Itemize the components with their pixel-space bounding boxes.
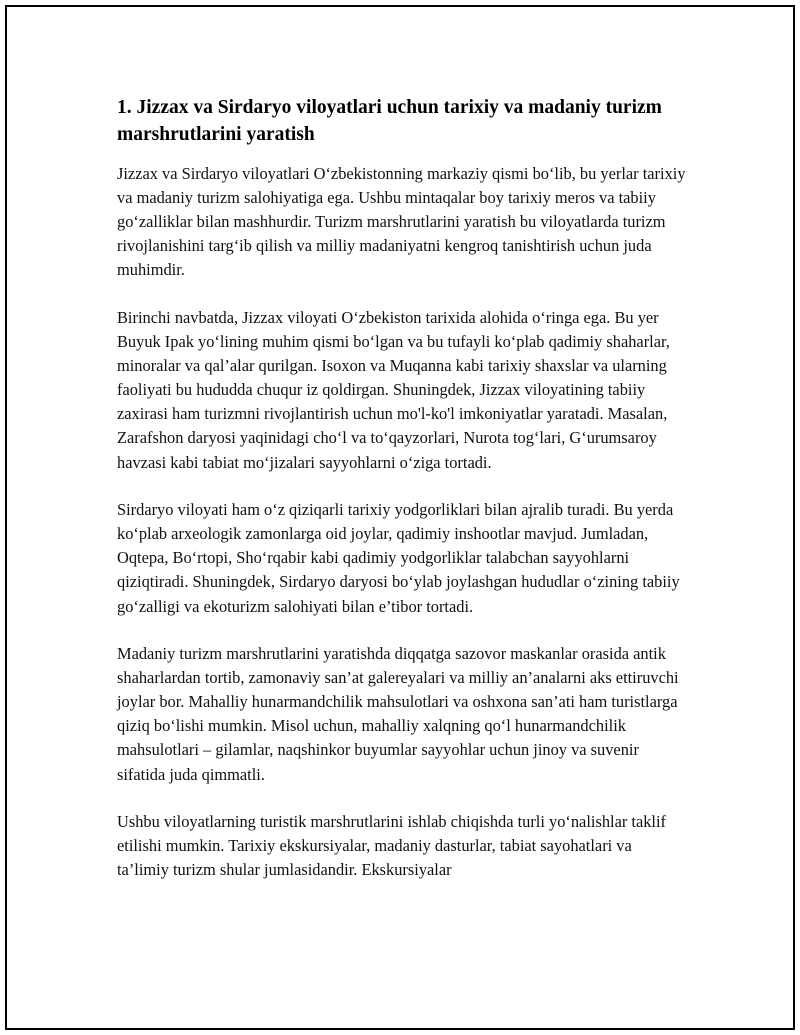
paragraph-cultural-tourism: Madaniy turizm marshrutlarini yaratishda diqqatga sazovor maskanlar orasida antik shaharlardan tortib, zamonaviy san’at galereyalari va milliy an’analarni aks ettiruvchi joylar bor. Mahalliy hunarmandchilik mahsulotlari va oshxona san’ati ham turistlarga qiziq bo‘lishi mumkin. Misol uchun, mahalliy xalqning qo‘l hunarmandchilik mahsulotlari – gilamlar, naqshinkor buyumlar sayyohlar uchun jinoy va suvenir sifatida juda qimmatli. bbox=[117, 644, 679, 784]
document-body bbox=[117, 94, 687, 906]
section-heading: 1. Jizzax va Sirdaryo viloyatlari uchun tarixiy va madaniy turizm marshrutlarini yaratish bbox=[117, 97, 662, 145]
paragraph-jizzax: Birinchi navbatda, Jizzax viloyati O‘zbekiston tarixida alohida o‘ringa ega. Bu yer Buyuk Ipak yo‘lining muhim qismi bo‘lgan va bu tufayli ko‘plab qadimiy shaharlar, minoralar va qal’alar qurilgan. Isoxon va Muqanna kabi tarixiy shaxslar va ularning faoliyati bu hududda chuqur iz qoldirgan. Shuningdek, Jizzax viloyatining tabiiy zaxirasi ham turizmni rivojlantirish uchun mo'l-ko'l imkoniyatlar yaratadi. Masalan, Zarafshon daryosi yaqinidagi cho‘l va to‘qayzorlari, Nurota tog‘lari, G‘urumsaroy havzasi kabi tabiat mo‘jizalari sayyohlarni o‘ziga tortadi. bbox=[117, 307, 670, 472]
paragraph-routes: Ushbu viloyatlarning turistik marshrutlarini ishlab chiqishda turli yo‘nalishlar taklif etilishi mumkin. Tarixiy ekskursiyalar, madaniy dasturlar, tabiat sayohatlari va ta’limiy turizm shular jumlasidandir. Ekskursiyalar bbox=[117, 812, 666, 880]
paragraph-sirdaryo: Sirdaryo viloyati ham o‘z qiziqarli tarixiy yodgorliklari bilan ajralib turadi. Bu yerda ko‘plab arxeologik zamonlarga oid joylar, qadimiy inshootlar mavjud. Jumladan, Oqtepa, Bo‘rtopi, Sho‘rqabir kabi qadimiy yodgorliklar talabchan sayyohlarni qiziqtiradi. Shuningdek, Sirdaryo daryosi bo‘ylab joylashgan hududlar o‘zining tabiiy go‘zalligi va ekoturizm salohiyati bilan e’tibor tortadi. bbox=[117, 500, 680, 616]
paragraph-intro: Jizzax va Sirdaryo viloyatlari O‘zbekistonning markaziy qismi bo‘lib, bu yerlar tarixiy va madaniy turizm salohiyatiga ega. Ushbu mintaqalar boy tarixiy meros va tabiiy go‘zalliklar bilan mashhurdir. Turizm marshrutlarini yaratish bu viloyatlarda turizm rivojlanishini targ‘ib qilish va milliy madaniyatni kengroq tanishtirish uchun juda muhimdir. bbox=[117, 164, 686, 280]
